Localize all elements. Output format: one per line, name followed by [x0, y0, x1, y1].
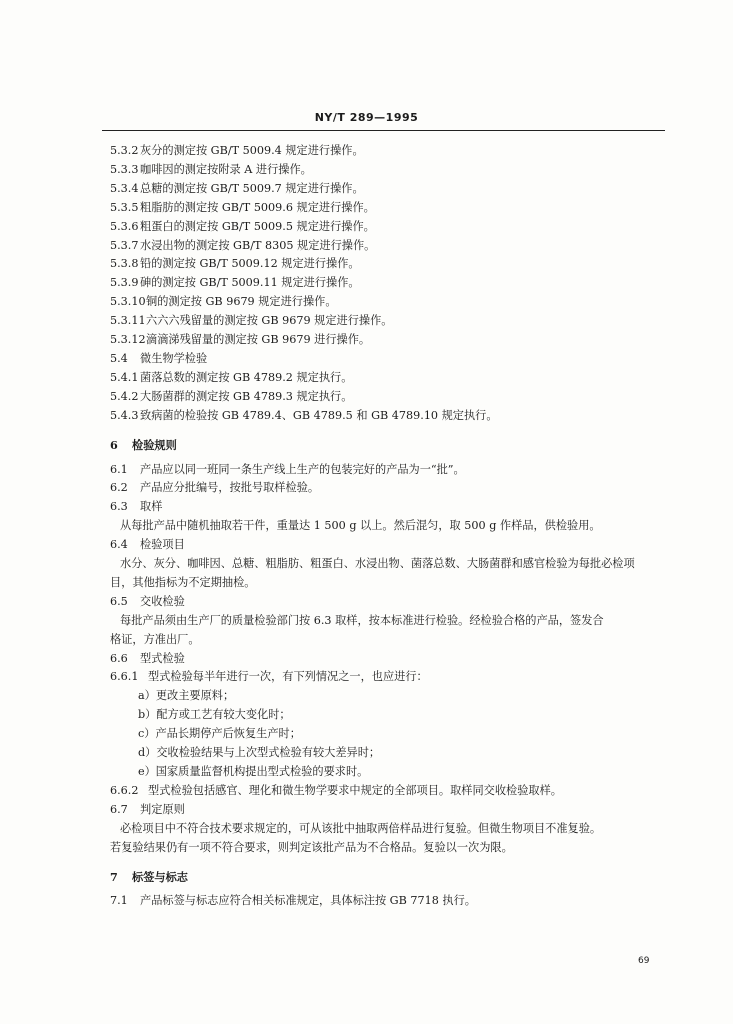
clause-text: 型式检验包括感官、理化和微生物学要求中规定的全部项目。取样同交收检验取样。 — [148, 783, 562, 797]
clause-6-5-heading — [110, 593, 670, 612]
clause-row — [110, 237, 670, 256]
clause-number: 6.6.1 — [110, 670, 139, 684]
clause-text: 滴滴涕残留量的测定按 GB 9679 进行操作。 — [146, 333, 371, 347]
clause-6-3-heading — [110, 498, 670, 517]
clause-text: 大肠菌群的测定按 GB 4789.3 规定执行。 — [140, 389, 353, 403]
condition-item: d）交收检验结果与上次型式检验有较大差异时； — [138, 746, 381, 760]
clause-6-7-heading — [110, 801, 670, 820]
clause-number: 6.3 — [110, 500, 128, 514]
clause-row — [110, 369, 670, 388]
clause-row — [110, 255, 670, 274]
clause-text: 型式检验每半年进行一次，有下列情况之一，也应进行： — [148, 670, 428, 684]
clause-number: 5.4.1 — [110, 370, 139, 384]
clause-row — [110, 407, 670, 426]
clause-text: 粗脂肪的测定按 GB/T 5009.6 规定进行操作。 — [140, 200, 375, 214]
clause-row — [110, 274, 670, 293]
clause-row — [110, 388, 670, 407]
condition-item: e）国家质量监督机构提出型式检验的要求时。 — [138, 765, 369, 778]
clause-6-5-body-line-2: 格证，方准出厂。 — [110, 632, 200, 646]
clause-number: 5.3.10 — [110, 295, 146, 309]
section-7-number: 7 — [110, 869, 118, 884]
clause-number: 5.3.3 — [110, 162, 139, 176]
clause-row — [110, 218, 670, 237]
section-6-heading — [110, 436, 670, 455]
clause-row — [110, 199, 670, 218]
clause-title: 判定原则 — [140, 802, 185, 816]
clause-7-1 — [110, 892, 670, 911]
clause-number: 5.3.11 — [110, 314, 146, 328]
clause-6-6-heading — [110, 650, 670, 669]
clause-row — [110, 180, 670, 199]
clause-text: 咖啡因的测定按附录 A 进行操作。 — [140, 162, 312, 176]
condition-item: c）产品长期停产后恢复生产时； — [138, 727, 301, 741]
clause-title: 型式检验 — [140, 651, 185, 665]
clause-number: 5.4 — [110, 351, 128, 365]
clause-text: 总糖的测定按 GB/T 5009.7 规定进行操作。 — [140, 181, 364, 195]
clause-6-5-body-line-1: 每批产品须由生产厂的质量检验部门按 6.3 取样，按本标准进行检验。经检验合格的产品，签发合 — [120, 613, 604, 627]
clause-text: 致病菌的检验按 GB 4789.4、GB 4789.5 和 GB 4789.10 规定执行。 — [140, 408, 498, 422]
clause-number: 6.1 — [110, 462, 128, 476]
clause-number: 5.3.6 — [110, 219, 139, 233]
clause-6-6-2 — [110, 782, 670, 801]
clause-text: 菌落总数的测定按 GB 4789.2 规定执行。 — [140, 370, 353, 384]
clause-row — [110, 161, 670, 180]
section-6-number: 6 — [110, 437, 118, 452]
clause-row — [110, 293, 670, 312]
clause-text: 砷的测定按 GB/T 5009.11 规定进行操作。 — [140, 276, 360, 290]
page-number: 69 — [638, 956, 650, 966]
clause-number: 5.3.2 — [110, 144, 139, 157]
clause-number: 5.3.8 — [110, 257, 139, 271]
clause-text: 六六六残留量的测定按 GB 9679 规定进行操作。 — [146, 314, 393, 328]
clause-6-1 — [110, 461, 670, 480]
clause-text: 水浸出物的测定按 GB/T 8305 规定进行操作。 — [140, 238, 376, 252]
clause-6-6-1 — [110, 668, 670, 687]
clause-number: 6.6 — [110, 651, 128, 665]
clause-6-4-body-line-1: 水分、灰分、咖啡因、总糖、粗脂肪、粗蛋白、水浸出物、菌落总数、大肠菌群和感官检验为每批必检项 — [120, 557, 635, 571]
clause-number: 5.4.3 — [110, 408, 139, 422]
clause-number: 6.7 — [110, 802, 128, 816]
clause-text: 产品应以同一班同一条生产线上生产的包装完好的产品为一“批”。 — [140, 462, 465, 476]
clause-number: 6.4 — [110, 538, 128, 552]
clause-number: 5.3.12 — [110, 333, 146, 347]
clause-text: 微生物学检验 — [140, 351, 208, 365]
clause-text: 铅的测定按 GB/T 5009.12 规定进行操作。 — [140, 257, 360, 271]
section-6-title: 检验规则 — [132, 437, 177, 452]
clause-row — [110, 142, 670, 161]
clause-number: 5.3.5 — [110, 200, 139, 214]
clause-number: 5.3.4 — [110, 181, 139, 195]
header-rule — [102, 130, 665, 131]
clause-text: 产品标签与标志应符合相关标准规定，具体标注按 GB 7718 执行。 — [140, 894, 476, 908]
clause-6-4-body-line-2: 目，其他指标为不定期抽检。 — [110, 575, 256, 589]
clause-title: 取样 — [140, 500, 163, 514]
clause-6-6-1-conditions — [110, 687, 670, 782]
section-5-clauses — [110, 142, 670, 426]
section-7-heading — [110, 868, 670, 887]
clause-text: 铜的测定按 GB 9679 规定进行操作。 — [146, 295, 337, 309]
clause-6-7-body-line-1: 必检项目中不符合技术要求规定的，可从该批中抽取两倍样品进行复验。但微生物项目不准复验。 — [120, 821, 602, 835]
condition-item: a）更改主要原料； — [138, 689, 235, 703]
clause-row — [110, 331, 670, 350]
clause-number: 5.4.2 — [110, 389, 139, 403]
standard-code-header: NY/T 289—1995 — [314, 111, 419, 124]
clause-number: 6.2 — [110, 481, 128, 495]
clause-number: 6.5 — [110, 594, 128, 608]
clause-text: 产品应分批编号，按批号取样检验。 — [140, 481, 320, 495]
clause-6-7-body-line-2: 若复验结果仍有一项不符合要求，则判定该批产品为不合格品。复验以一次为限。 — [110, 840, 513, 854]
clause-number: 7.1 — [110, 894, 128, 908]
clause-row — [110, 312, 670, 331]
clause-text: 灰分的测定按 GB/T 5009.4 规定进行操作。 — [140, 144, 364, 157]
clause-text: 粗蛋白的测定按 GB/T 5009.5 规定进行操作。 — [140, 219, 375, 233]
clause-number: 6.6.2 — [110, 783, 139, 797]
condition-item: b）配方或工艺有较大变化时； — [138, 708, 291, 722]
clause-title: 检验项目 — [140, 538, 185, 552]
clause-number: 5.3.9 — [110, 276, 139, 290]
clause-6-4-heading — [110, 536, 670, 555]
clause-number: 5.3.7 — [110, 238, 139, 252]
clause-6-2 — [110, 479, 670, 498]
clause-title: 交收检验 — [140, 594, 185, 608]
document-body — [110, 142, 670, 911]
clause-6-3-body: 从每批产品中随机抽取若干件，重量达 1 500 g 以上。然后混匀，取 500 g 作样品，供检验用。 — [120, 519, 601, 533]
section-7-title: 标签与标志 — [132, 869, 188, 884]
clause-row — [110, 350, 670, 369]
